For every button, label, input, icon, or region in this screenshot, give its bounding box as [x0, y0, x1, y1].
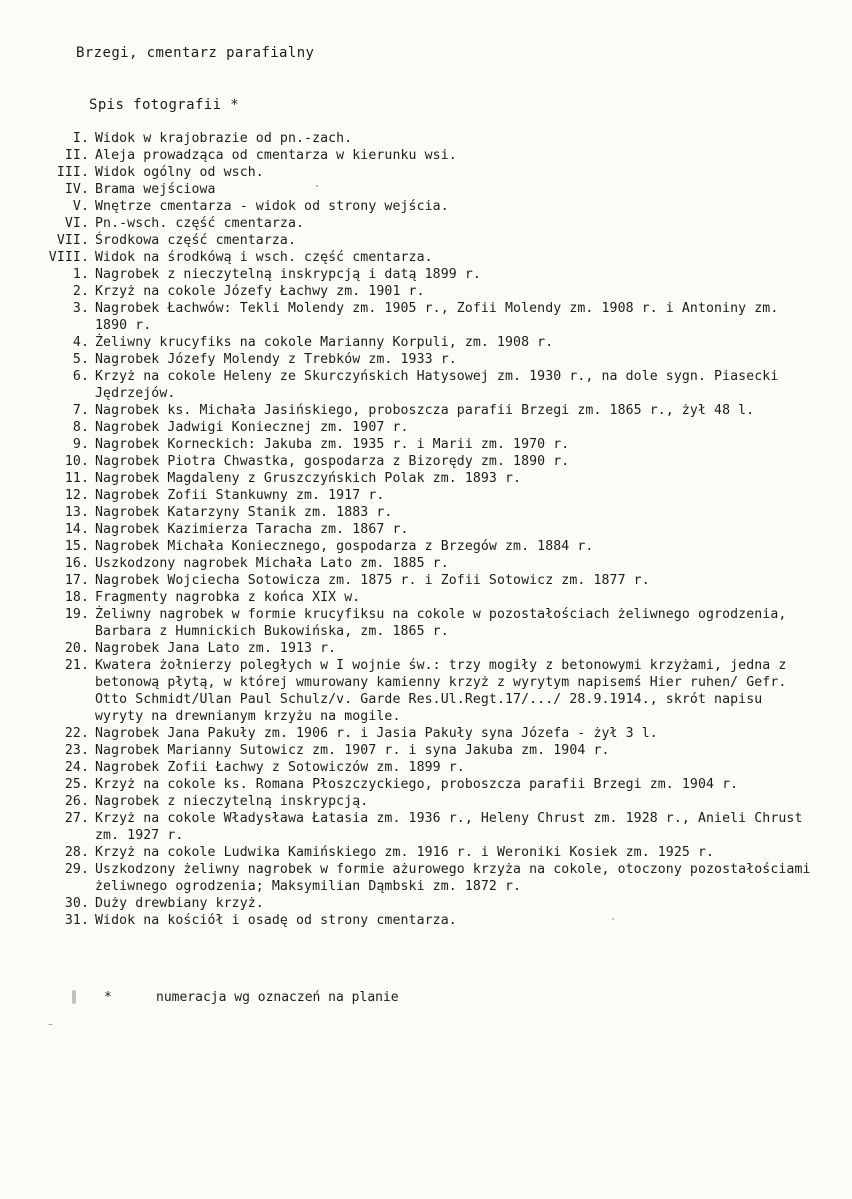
item-text: Widok na środkówą i wsch. część cmentarza.	[95, 250, 433, 265]
list-item	[0, 215, 852, 232]
list-item	[0, 300, 852, 334]
item-text: Nagrobek Józefy Molendy z Trebków zm. 1933 r.	[95, 352, 457, 367]
item-number: 11.	[64, 471, 89, 486]
item-text: Krzyż na cokole ks. Romana Płoszczyckiego, proboszcza parafii Brzegi zm. 1904 r.	[95, 777, 739, 792]
item-text: Nagrobek Marianny Sutowicz zm. 1907 r. i syna Jakuba zm. 1904 r.	[95, 743, 610, 758]
item-text: Wnętrze cmentarza - widok od strony wejścia.	[95, 199, 449, 214]
list-item	[0, 725, 852, 742]
item-text: Pn.-wsch. część cmentarza.	[95, 216, 305, 231]
list-item	[0, 402, 852, 419]
item-number: 21.	[64, 658, 89, 673]
list-item	[0, 232, 852, 249]
list-item	[0, 453, 852, 470]
list-item	[0, 181, 852, 198]
item-number: 4.	[72, 335, 89, 350]
document-subtitle: Spis fotografii *	[89, 97, 240, 113]
item-text: Środkowa część cmentarza.	[95, 233, 296, 248]
item-text: Krzyż na cokole Władysława Łatasia zm. 1936 r., Heleny Chrust zm. 1928 r., Anieli Chrust zm. 1927 r.	[95, 811, 803, 843]
item-text: Nagrobek Jana Pakuły zm. 1906 r. i Jasia Pakuły syna Józefa - żył 3 l.	[95, 726, 658, 741]
item-text: Aleja prowadząca od cmentarza w kierunku wsi.	[95, 148, 457, 163]
list-item	[0, 351, 852, 368]
item-number: 22.	[64, 726, 89, 741]
item-text: Nagrobek Zofii Stankuwny zm. 1917 r.	[95, 488, 385, 503]
item-text: Brama wejściowa	[95, 182, 216, 197]
list-item	[0, 793, 852, 810]
item-text: Widok na kościół i osadę od strony cmentarza.	[95, 913, 457, 928]
list-item	[0, 895, 852, 912]
item-number: 29.	[64, 862, 89, 877]
scan-speck	[316, 185, 318, 187]
item-number: 19.	[64, 607, 89, 622]
list-item	[0, 861, 852, 895]
item-text: Nagrobek Magdaleny z Gruszczyńskich Polak zm. 1893 r.	[95, 471, 522, 486]
list-item	[0, 266, 852, 283]
item-number: VI.	[64, 216, 89, 231]
item-text: Nagrobek Korneckich: Jakuba zm. 1935 r. i Marii zm. 1970 r.	[95, 437, 570, 452]
item-text: Nagrobek Zofii Łachwy z Sotowiczów zm. 1899 r.	[95, 760, 465, 775]
item-text: Żeliwny nagrobek w formie krucyfiksu na cokole w pozostałościach żeliwnego ogrodzenia, Barbara z Humnickich Bukowińska, zm. 1865 r.	[95, 607, 787, 639]
scan-speck	[72, 990, 76, 1004]
item-number: V.	[72, 199, 89, 214]
item-number: 30.	[64, 896, 89, 911]
item-text: Nagrobek Piotra Chwastka, gospodarza z Bizorędy zm. 1890 r.	[95, 454, 570, 469]
item-number: 5.	[72, 352, 89, 367]
list-item	[0, 640, 852, 657]
item-text: Nagrobek Łachwów: Tekli Molendy zm. 1905 r., Zofii Molendy zm. 1908 r. i Antoniny zm. 1890 r.	[95, 301, 779, 333]
item-number: II.	[64, 148, 89, 163]
item-text: Nagrobek z nieczytelną inskrypcją.	[95, 794, 369, 809]
list-item	[0, 844, 852, 861]
item-text: Nagrobek Kazimierza Taracha zm. 1867 r.	[95, 522, 409, 537]
list-item	[0, 521, 852, 538]
list-item	[0, 470, 852, 487]
list-item	[0, 657, 852, 725]
item-number: 24.	[64, 760, 89, 775]
item-number: 9.	[72, 437, 89, 452]
list-item	[0, 147, 852, 164]
list-item	[0, 572, 852, 589]
list-item	[0, 419, 852, 436]
footnote	[104, 990, 399, 1005]
item-number: 17.	[64, 573, 89, 588]
list-item	[0, 283, 852, 300]
item-number: 15.	[64, 539, 89, 554]
item-text: Nagrobek Wojciecha Sotowicza zm. 1875 r. i Zofii Sotowicz zm. 1877 r.	[95, 573, 650, 588]
list-item	[0, 164, 852, 181]
item-number: 1.	[72, 267, 89, 282]
item-text: Krzyż na cokole Ludwika Kamińskiego zm. 1916 r. i Weroniki Kosiek zm. 1925 r.	[95, 845, 715, 860]
photo-list	[0, 130, 852, 929]
item-text: Krzyż na cokole Heleny ze Skurczyńskich Hatysowej zm. 1930 r., na dole sygn. Piasecki Jędrzejów.	[95, 369, 779, 401]
item-text: Nagrobek z nieczytelną inskrypcją i datą 1899 r.	[95, 267, 481, 282]
item-text: Uszkodzony nagrobek Michała Lato zm. 1885 r.	[95, 556, 449, 571]
list-item	[0, 334, 852, 351]
list-item	[0, 776, 852, 793]
item-text: Widok w krajobrazie od pn.-zach.	[95, 131, 353, 146]
item-number: 2.	[72, 284, 89, 299]
item-text: Fragmenty nagrobka z końca XIX w.	[95, 590, 361, 605]
item-number: VIII.	[48, 250, 89, 265]
item-number: 28.	[64, 845, 89, 860]
item-number: 12.	[64, 488, 89, 503]
item-text: Duży drewbiany krzyż.	[95, 896, 264, 911]
list-item	[0, 198, 852, 215]
item-text: Uszkodzony żeliwny nagrobek w formie ażurowego krzyża na cokole, otoczony pozostałościami żeliwnego ogrodzenia; Maksymilian Dąmbski zm. 1872 r.	[95, 862, 811, 894]
item-text: Krzyż na cokole Józefy Łachwy zm. 1901 r.	[95, 284, 425, 299]
list-item	[0, 249, 852, 266]
item-number: 25.	[64, 777, 89, 792]
item-text: Nagrobek ks. Michała Jasińskiego, proboszcza parafii Brzegi zm. 1865 r., żył 48 l.	[95, 403, 755, 418]
document-title: Brzegi, cmentarz parafialny	[76, 45, 315, 61]
list-item	[0, 589, 852, 606]
item-text: Nagrobek Michała Koniecznego, gospodarza z Brzegów zm. 1884 r.	[95, 539, 594, 554]
list-item	[0, 912, 852, 929]
item-text: Nagrobek Jadwigi Koniecznej zm. 1907 r.	[95, 420, 409, 435]
footnote-mark: *	[104, 990, 112, 1005]
list-item	[0, 487, 852, 504]
item-number: 10.	[64, 454, 89, 469]
item-number: 18.	[64, 590, 89, 605]
list-item	[0, 538, 852, 555]
item-number: 8.	[72, 420, 89, 435]
scan-speck	[48, 1024, 53, 1025]
list-item	[0, 130, 852, 147]
item-number: 7.	[72, 403, 89, 418]
item-number: I.	[72, 131, 89, 146]
item-number: 13.	[64, 505, 89, 520]
item-number: 14.	[64, 522, 89, 537]
item-number: IV.	[64, 182, 89, 197]
scan-speck	[612, 918, 614, 920]
list-item	[0, 504, 852, 521]
item-number: 26.	[64, 794, 89, 809]
list-item	[0, 368, 852, 402]
footnote-text: numeracja wg oznaczeń na planie	[156, 990, 399, 1005]
item-number: III.	[56, 165, 89, 180]
item-number: 6.	[72, 369, 89, 384]
item-number: 16.	[64, 556, 89, 571]
item-number: 20.	[64, 641, 89, 656]
item-number: 27.	[64, 811, 89, 826]
list-item	[0, 606, 852, 640]
item-text: Nagrobek Katarzyny Stanik zm. 1883 r.	[95, 505, 393, 520]
item-number: 3.	[72, 301, 89, 316]
item-number: VII.	[56, 233, 89, 248]
list-item	[0, 742, 852, 759]
item-text: Żeliwny krucyfiks na cokole Marianny Korpuli, zm. 1908 r.	[95, 335, 554, 350]
list-item	[0, 436, 852, 453]
list-item	[0, 555, 852, 572]
item-number: 31.	[64, 913, 89, 928]
item-number: 23.	[64, 743, 89, 758]
item-text: Nagrobek Jana Lato zm. 1913 r.	[95, 641, 337, 656]
list-item	[0, 810, 852, 844]
item-text: Widok ogólny od wsch.	[95, 165, 264, 180]
list-item	[0, 759, 852, 776]
item-text: Kwatera żołnierzy poległych w I wojnie św.: trzy mogiły z betonowymi krzyżami, jedna z betonową płytą, w której wmurowany kamienny krzyż z wyrytym napisemś Hier ruhen/ Gefr. Otto Schmidt/Ulan Paul Schulz/v. Garde Res.Ul.Regt.17/.../ 28.9.1914., skrót napisu wyryty na drewnianym krzyżu na mogile.	[95, 658, 787, 724]
